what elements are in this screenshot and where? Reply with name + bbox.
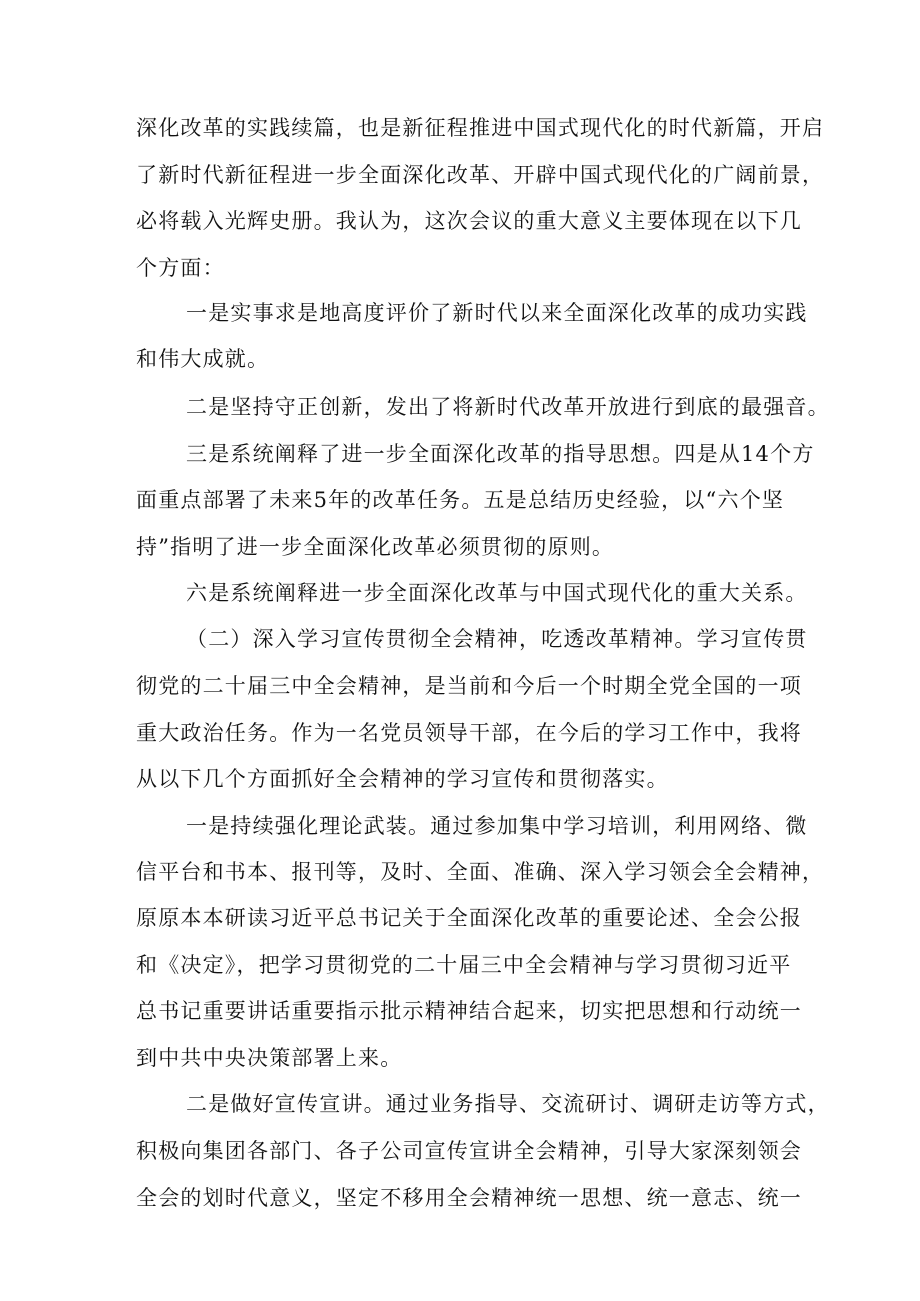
- text-line: 信平台和书本、报刊等，及时、全面、准确、深入学习领会全会精神，: [136, 860, 825, 884]
- text-line: 二是做好宣传宣讲。通过业务指导、交流研讨、调研走访等方式，: [186, 1092, 830, 1116]
- text-line: 原原本本研读习近平总书记关于全面深化改革的重要论述、全会公报: [136, 906, 802, 930]
- text-line: 三是系统阐释了进一步全面深化改革的指导思想。四是从14个方: [186, 442, 815, 466]
- text-line: 彻党的二十届三中全会精神，是当前和今后一个时期全党全国的一项: [136, 674, 802, 698]
- text-line: 了新时代新征程进一步全面深化改革、开辟中国式现代化的广阔前景，: [136, 163, 825, 187]
- text-line: 一是持续强化理论武装。通过参加集中学习培训，利用网络、微: [186, 814, 808, 838]
- text-line: 全会的划时代意义，坚定不移用全会精神统一思想、统一意志、统一: [136, 1186, 802, 1210]
- text-line: 总书记重要讲话重要指示批示精神结合起来，切实把思想和行动统一: [136, 999, 802, 1023]
- text-line: 和伟大成就。: [136, 347, 270, 371]
- text-line: 一是实事求是地高度评价了新时代以来全面深化改革的成功实践: [186, 301, 808, 325]
- text-line: 必将载入光辉史册。我认为，这次会议的重大意义主要体现在以下几: [136, 209, 802, 233]
- text-line: 六是系统阐释进一步全面深化改革与中国式现代化的重大关系。: [186, 581, 808, 605]
- text-line: 面重点部署了未来5年的改革任务。五是总结历史经验，以“六个坚: [136, 488, 785, 512]
- text-line: 个方面：: [136, 256, 225, 280]
- text-line: 从以下几个方面抓好全会精神的学习宣传和贯彻落实。: [136, 767, 669, 791]
- text-line: 和《决定》，把学习贯彻党的二十届三中全会精神与学习贯彻习近平: [136, 953, 792, 977]
- text-line: （二）深入学习宣传贯彻全会精神，吃透改革精神。学习宣传贯: [186, 627, 808, 651]
- text-line: 到中共中央决策部署上来。: [136, 1046, 403, 1070]
- text-line: 重大政治任务。作为一名党员领导干部，在今后的学习工作中，我将: [136, 721, 802, 745]
- text-line: 二是坚持守正创新，发出了将新时代改革开放进行到底的最强音。: [186, 395, 830, 419]
- text-line: 深化改革的实践续篇，也是新征程推进中国式现代化的时代新篇，开启: [136, 116, 825, 140]
- text-line: 积极向集团各部门、各子公司宣传宣讲全会精神，引导大家深刻领会: [136, 1139, 802, 1163]
- text-line: 持”指明了进一步全面深化改革必须贯彻的原则。: [136, 535, 615, 559]
